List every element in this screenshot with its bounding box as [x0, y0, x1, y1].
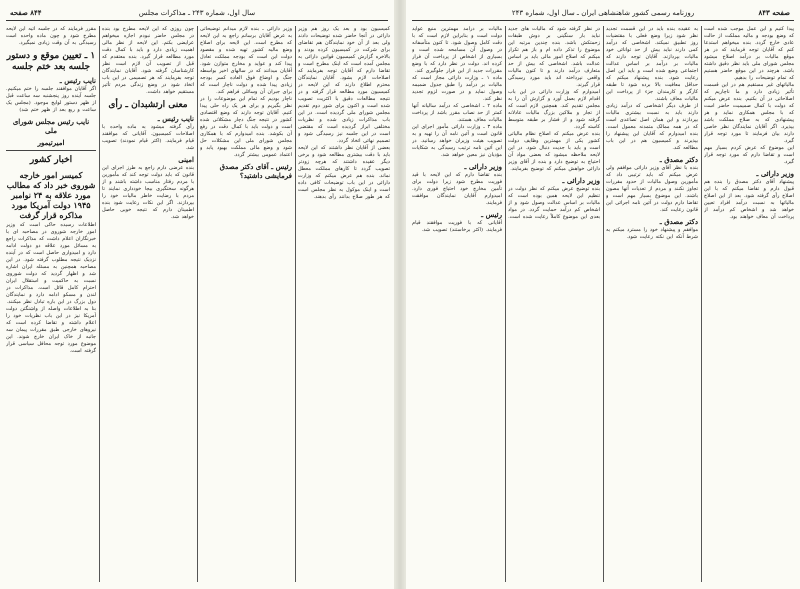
- left-page: [0, 0, 394, 589]
- right-col-3-speaker: وزیر دارائی ـ: [562, 176, 600, 185]
- right-col-1-text-3: این موضوع که عرض کردم بسیار مهم است و تقاضا دارم که مورد توجه قرار گیرد.: [704, 145, 794, 165]
- right-col-4-speaker-2: رئیس ـ: [481, 210, 502, 219]
- right-col-2-text-3: بنده با نظر آقای وزیر دارائی موافقم ولی عرض میکنم که باید ترتیبی داد که مأمورین وصول مالیات از حدود مقررات تجاوز نکنند و مردم از تعدیات آنها مصون باشند. این موضوع بسیار مهم است و تقاضا دارم دولت در آئین نامه اجرائی این قانون رعایت کند.: [606, 165, 698, 213]
- right-page-number: صفحه ۸۴۳: [758, 8, 790, 17]
- column-divider: [295, 26, 296, 582]
- left-col-4-speaker: نایب رئیس ـ: [59, 76, 96, 85]
- right-col-2-text-2: از طرف دیگر اشخاصی که درآمد زیادی دارند باید به نسبت بیشتری مالیات بپردازند و این همان اصل تصاعدی است که در همه ممالک متمدنه معمول است. بنده امیدوارم که آقایان این پیشنهاد را بپذیرند و کمیسیون هم در این باب مطالعه کند.: [606, 103, 698, 151]
- right-col-3-text-2: امیدوارم که وزارت دارائی در این باب اقدام لازم بعمل آورد و گزارش آن را به مجلس تقدیم کند. همچنین لازم است که از تجار و ملاکین بزرگ مالیات عادلانه گرفته شود و از فشار بر طبقه متوسط کاسته گردد.: [508, 89, 600, 130]
- section-separator: [6, 150, 96, 151]
- left-col-3-speaker: امینی: [178, 155, 194, 164]
- right-col-1-text: پیدا کنیم و این عمل موجب شده است که وضع بودجه و مالیه مملکت از حالت عادی خارج گردد. بنده میخواهم استدعا کنم که آقایان توجه فرمایند که در هر موقع مالیات بر درآمد اصلاح میشود مجلس شورای ملی باید نظر دقیق داشته باشد. هرچند در این موقع حاضر هستیم که تمام توضیحات را بدهیم.: [704, 26, 794, 81]
- left-col-4-text: مقرر فرمایند که در جلسه آتیه این لایحه مطرح شود و چون ماده واحده است رسیدگی به آن وقت زیادی نمیگیرد.: [6, 26, 96, 46]
- right-col-2: [606, 26, 698, 582]
- right-col-4: [412, 26, 502, 582]
- right-col-1-text-4: پیشنهاد آقای دکتر مصدق را بنده هم قبول دارم و تقاضا میکنم که با این اصلاح رأی گرفته شود. بعد از این اصلاح مالیاتها به نسبت درآمد افراد تعیین خواهد شد و اشخاص کم درآمد از پرداخت آن معاف خواهند بود.: [704, 179, 794, 220]
- right-col-4-article-3: ماده ۳ ـ وزارت دارائی مأمور اجرای این قانون است و آئین نامه آن را تهیه و به تصویب هیئت وزیران خواهد رسانید. در این آئین نامه ترتیب رسیدگی به شکایات مؤدیان نیز معین خواهد شد.: [412, 124, 502, 158]
- column-divider: [197, 26, 198, 582]
- column-divider: [603, 26, 604, 582]
- right-col-4-article-2: ماده ۲ ـ اشخاصی که درآمد سالیانه آنها کمتر از حد نصاب مقرر باشد از پرداخت مالیات معاف هستند.: [412, 103, 502, 123]
- right-col-4-article-1: ماده ۱ ـ وزارت دارائی مجاز است که مالیات بر درآمد را طبق جدول ضمیمه وصول نماید و در صورت لزوم تجدید نظر کند.: [412, 75, 502, 102]
- right-col-4-speaker: وزیر دارائی ـ: [464, 162, 502, 171]
- right-col-2-speaker: دکتر مصدق ـ: [659, 155, 698, 164]
- section-heading-news: اخبار کشور: [29, 155, 73, 165]
- left-col-3-text-3: بنده عرضی دارم راجع به طرز اجرای این قانون که باید دولت توجه کند که مأمورین با مردم رفتار مناسب داشته باشند و از هرگونه سختگیری بیجا خودداری نمایند تا مردم با رضایت خاطر مالیات خود را بپردازند. اگر این نکات رعایت شود بنده اطمینان دارم که نتیجه خوبی حاصل خواهد شد.: [102, 165, 194, 220]
- right-col-2-text: به عقیده بنده باید در این قسمت تجدید نظر شود زیرا وضع فعلی با مقتضیات روز تطبیق نمیکند. اشخاصی که درآمد کمی دارند نباید بیش از حد توانائی خود مالیات بپردازند. آقایان توجه دارند که مالیات بر درآمد بر اساس عدالت اجتماعی وضع شده است و باید این اصل رعایت شود. بنده پیشنهاد میکنم که حداقل معافیت بالا برده شود تا طبقه کارگر و کارمندان جزء از پرداخت این مالیات معاف باشند.: [606, 26, 698, 102]
- right-col-2-speaker-2: دکتر مصدق ـ: [659, 217, 698, 226]
- right-col-1: [704, 26, 794, 582]
- left-col-2: [200, 26, 292, 582]
- right-page-header: [412, 6, 794, 21]
- left-col-1-text: کمیسیون بود و بعد یک روز هم وزیر دارائی در آنجا حاضر شده توضیحات دادند ولی بعد از آن خود نمایندگان هم تقاضای برای شرکت در کمیسیون کرده بودند و بالاخره گزارش کمیسیون قوانین دارائی به مجلس آمده است که اینک مطرح است و تقاضا دارم که آقایان توجه بفرمایند که اصلاحات لازم بشود. آقایان نمایندگان محترم اطلاع دارند که این لایحه در کمیسیون مورد مطالعه قرار گرفته و در نتیجه مطالعات دقیق با اکثریت تصویب شده است و اکنون برای شور دوم تقدیم مجلس شورای ملی گردیده است. در این باب مذاکرات زیادی شده و نظریات مختلفی ابراز گردیده است که مقتضی است در این جلسه نیز رسیدگی شود و تصمیم نهائی اتخاذ گردد.: [298, 26, 390, 144]
- left-col-4: [6, 26, 96, 582]
- left-col-1-text-2: بعضی از آقایان نظر داشتند که این لایحه باید با دقت بیشتری مطالعه شود و برخی دیگر عقیده داشتند که هرچه زودتر تصویب گردد تا کارهای مملکت معطل نماند. بنده هم عرض میکنم که وزارت دارائی در این باب توضیحات کافی داده است و اینک موکول به نظر مجلس است که هر طور صلاح بدانند رأی بدهند.: [298, 145, 390, 200]
- left-col-4-text-2: اگر آقایان موافقند جلسه را ختم میکنیم. جلسه آینده روز پنجشنبه سه ساعت قبل از ظهر دستور لوایح موجود. (مجلس یک ساعت و ربع بعد از ظهر ختم شد): [6, 86, 96, 113]
- right-page: [406, 0, 800, 589]
- left-col-4-text-4: بنا به اطلاعات واصله از واشنگتن دولت آمریکا نیز در این باب نظریات خود را اعلام داشته و تقاضا کرده است که نیروهای خارجی طبق مقررات پیمان سه جانبه از خاک ایران خارج شوند. این موضوع مورد توجه محافل سیاسی قرار گرفته است.: [6, 306, 96, 354]
- right-col-1-text-2: مالیاتهای غیر مستقیم هم در این قسمت تأثیر زیادی دارد و ما ناچاریم که اصلاحاتی در آن بکنیم. بنده عرض میکنم که دولت با کمال صمیمیت حاضر است که با مجلس همکاری نماید و هر پیشنهادی که به صلاح مملکت باشد بپذیرد. اگر آقایان نمایندگان نظر خاصی دارند بیان فرمایند تا مورد توجه قرار گیرد.: [704, 82, 794, 144]
- right-page-header-title: روزنامه رسمی کشور شاهنشاهی ایران ـ سال اول، شماره ۲۴۳: [511, 9, 695, 17]
- left-col-4-text-3: اطلاعات رسیده حاکی است که وزیر امور خارجه شوروی در مصاحبه ای با خبرنگاران اعلام داشت که مذاکرات راجع به مسائل مورد علاقه دو دولت ادامه دارد و امیدواری حاصل است که در آینده نزدیک نتیجه مطلوب گرفته شود. در این مصاحبه همچنین به مسئله ایران اشاره شد و اظهار گردید که دولت شوروی نسبت به حاکمیت و استقلال ایران احترام کامل قائل است. مذاکرات در لندن و مسکو ادامه دارد و نمایندگان دول بزرگ در این باره تبادل نظر میکنند.: [6, 222, 96, 305]
- left-page-header-title: سال اول، شماره ۲۴۳ ـ مذاکرات مجلس: [138, 9, 256, 17]
- left-page-number: ۸۴۴ صفحه: [10, 8, 42, 17]
- left-col-3-heading: معنی ارتشبدان ـ رأی: [108, 100, 188, 110]
- left-col-3-text: چون روزی که این لایحه مطرح بود بنده در مجلس حاضر نبودم اجازه میخواهم عرایضی بکنم. این لایحه از نظر مالی اهمیت زیادی دارد و باید با کمال دقت مورد مطالعه قرار گیرد. بنده معتقدم که قبل از تصویب آن لازم است نظر کارشناسان گرفته شود. آقایان نمایندگان توجه بفرمایند که هر تصمیمی در این باب اتخاذ شود در وضع زندگی مردم تأثیر مستقیم خواهد داشت.: [102, 26, 194, 95]
- right-col-4-text-6: آقایانی که با فوریت موافقند قیام فرمایند. (اکثر برخاستند) تصویب شد.: [412, 220, 502, 233]
- column-divider: [99, 26, 100, 582]
- column-divider: [701, 26, 702, 582]
- right-col-1-speaker: وزیر دارائی ـ: [756, 169, 794, 178]
- signature-name: امیرتیمور: [37, 138, 65, 147]
- right-col-2-text-4: موافقم و پیشنهاد خود را مسترد میکنم به شرط آنکه این نکته رعایت شود.: [606, 227, 698, 240]
- news-headline: کمیسر امور خارجه شوروی خبر داد که مطالب مورد علاقه به ۲۴ نوامبر ۱۹۴۵ دولت آمریکا مورد مذاکره قرار گرفت: [6, 170, 96, 220]
- left-page-header: [6, 6, 388, 21]
- left-col-2-speaker: رئیس ـ آقای دکتر مصدق فرمایشی داشتید؟: [219, 162, 292, 180]
- left-col-2-text-2: ناچار بودیم که تمام این موضوعات را در نظر بگیریم و برای هر یک راه حلی پیدا کنیم. آقایان توجه دارند که وضع اقتصادی کشور در نتیجه جنگ دچار مشکلاتی شده است و دولت باید با کمال دقت در رفع آن بکوشد. بنده امیدوارم که با همکاری مجلس شورای ملی این مشکلات حل شود و وضع مالی مملکت بهبود یابد و اعتماد عمومی بیشتر گردد.: [200, 96, 292, 158]
- right-col-3: [508, 26, 600, 582]
- left-col-2-text: وزیر دارائی ـ بنده لازم میدانم توضیحاتی به عرض آقایان برسانم راجع به این لایحه که مطرح است. این لایحه برای اصلاح وضع مالیه کشور تهیه شده و مقصود دولت این است که بودجه مملکت تعادل پیدا کند و عواید و مخارج متوازن شود. آقایان میدانند که در سالهای اخیر بواسطه جنگ و اوضاع فوق العاده کسر بودجه زیادی پیدا شده و دولت ناچار است که برای جبران آن وسائلی فراهم کند.: [200, 26, 292, 95]
- page-gutter: [394, 0, 406, 589]
- left-col-3: [102, 26, 194, 582]
- right-col-3-text-4: بنده توضیح عرض میکنم که نظر دولت در تنظیم این لایحه همین بوده است که مالیات بر اساس عدالت وصول شود و از اشخاص کم درآمد حمایت گردد. در مواد بعدی این موضوع کاملاً رعایت شده است.: [508, 186, 600, 220]
- signature-title: نایب رئیس مجلس شورای ملی: [12, 117, 90, 135]
- right-col-3-text-3: بنده عرض میکنم که اصلاح نظام مالیاتی کشور یکی از مهمترین وظایف دولت است و باید با جدیت دنبال شود. در این لایحه ملاحظه میشود که بعضی مواد آن احتیاج به توضیح دارد و بنده از آقای وزیر دارائی خواهش میکنم که توضیح بفرمایند.: [508, 131, 600, 172]
- left-col-3-heading-2: نایب رئیس ـ: [157, 114, 194, 123]
- section-heading-agenda: ۱ ـ تعیین موقع و دستور جلسه بعد ختم جلسه: [6, 51, 96, 72]
- left-col-3-text-2: رأی گرفته میشود به ماده واحده با اصلاحات کمیسیون. آقایانی که موافقند قیام فرمایند. (اکثر قیام نمودند) تصویب شد.: [102, 124, 194, 151]
- right-col-3-text: در نظر گرفته شود که مالیات های جدید نباید بار سنگینی بر دوش طبقات زحمتکش باشد. بنده چندین مرتبه این موضوع را تذکر داده ام و باز هم تکرار میکنم که اصلاح امور مالی باید بر اساس عدالت باشد. اشخاصی که بیش از حد متعارف درآمد دارند و تا کنون مالیات واقعی نپرداخته اند باید مورد رسیدگی قرار گیرند.: [508, 26, 600, 88]
- right-col-4-text-5: بنده تقاضا دارم که این لایحه با قید فوریت مطرح شود زیرا دولت برای تأمین مخارج خود احتیاج فوری دارد. امیدوارم آقایان نمایندگان موافقت فرمایند.: [412, 172, 502, 206]
- column-divider: [505, 26, 506, 582]
- left-col-1: [298, 26, 390, 582]
- right-col-4-text: مالیات بر درآمد مهمترین منبع عواید دولت است و بنابراین لازم است که با دقت کامل وصول شود. تا کنون متأسفانه در وصول آن مسامحه شده است و بسیاری از اشخاص از پرداخت آن فرار کرده اند. دولت در نظر دارد که با وضع مقررات جدید از این فرار جلوگیری کند.: [412, 26, 502, 74]
